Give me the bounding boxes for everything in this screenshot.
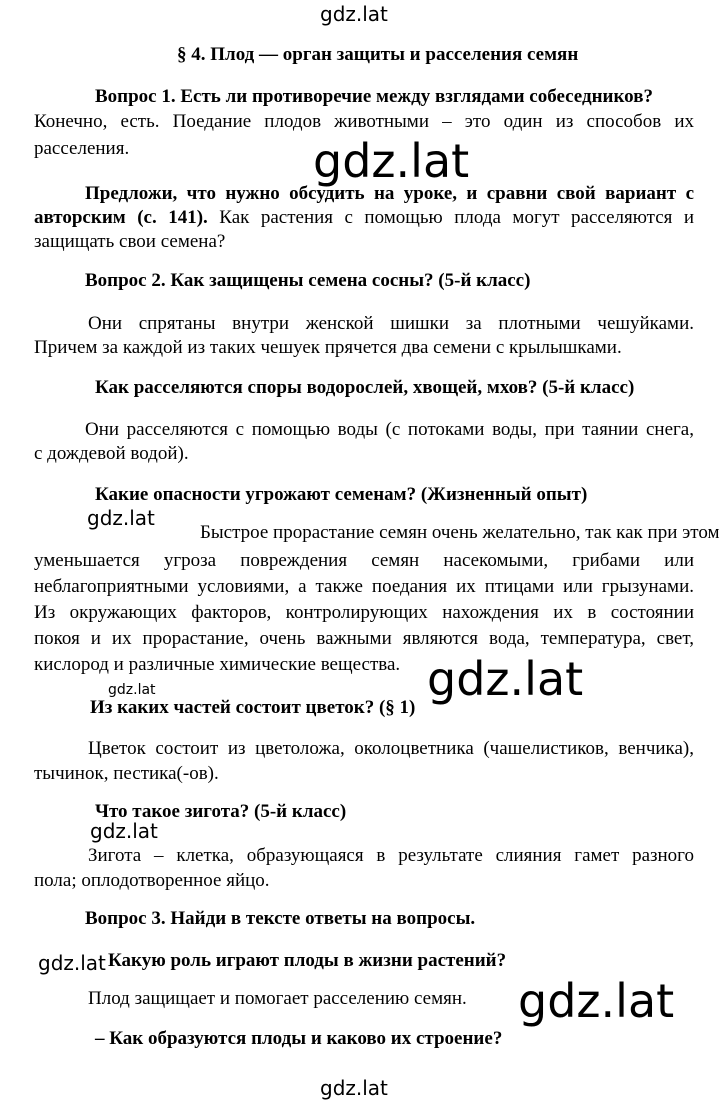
spores-answer-line2: с дождевой водой). xyxy=(34,443,189,464)
q3-sub1: Какую роль играют плоды в жизни растений? xyxy=(108,950,507,971)
watermark-small-2: gdz.lat xyxy=(108,682,156,698)
spores-heading: Как расселяются споры водорослей, хвощей, мхов? (5-й класс) xyxy=(95,377,635,398)
q3-sub2: – Как образуются плоды и каково их строение? xyxy=(95,1028,503,1049)
q2-answer-line1: Они спрятаны внутри женской шишки за плотными чешуйками. xyxy=(88,313,694,334)
watermark-big-3: gdz.lat xyxy=(518,974,675,1028)
suggest-line2 xyxy=(34,207,694,230)
watermark-top: gdz.lat xyxy=(320,2,388,26)
dangers-line5: покоя и их прорастание, очень важными являются вода, температура, свет, xyxy=(34,628,694,649)
watermark-small-3: gdz.lat xyxy=(90,819,158,843)
q1-answer-line2: расселения. xyxy=(34,138,130,159)
page-title: § 4. Плод — орган защиты и расселения семян xyxy=(177,44,579,65)
dangers-line6: кислород и различные химические вещества. xyxy=(34,654,401,675)
flower-answer-line2: тычинок, пестика(-ов). xyxy=(34,763,219,784)
q2-heading: Вопрос 2. Как защищены семена сосны? (5-й класс) xyxy=(85,270,531,291)
zygote-answer-line1: Зигота – клетка, образующаяся в результате слияния гамет разного xyxy=(88,845,694,866)
zygote-answer-line2: пола; оплодотворенное яйцо. xyxy=(34,870,270,891)
watermark-big-2: gdz.lat xyxy=(427,652,584,706)
watermark-small-1: gdz.lat xyxy=(87,506,155,530)
q1-answer-line1: Конечно, есть. Поедание плодов животными – это один из способов их xyxy=(34,111,694,132)
watermark-big-1: gdz.lat xyxy=(313,134,470,188)
q2-answer-line2: Причем за каждой из таких чешуек прячется два семени с крылышками. xyxy=(34,337,622,358)
dangers-line4: Из окружающих факторов, контролирующих нахождения их в состоянии xyxy=(34,602,694,623)
watermark-small-4: gdz.lat xyxy=(38,951,106,975)
suggest-line2-rest: Как растения с помощью плода могут расселяются и xyxy=(219,207,695,228)
suggest-line3: защищать свои семена? xyxy=(34,231,226,252)
zygote-heading: Что такое зигота? (5-й класс) xyxy=(95,801,347,822)
watermark-bottom: gdz.lat xyxy=(320,1076,388,1100)
flower-heading: Из каких частей состоит цветок? (§ 1) xyxy=(90,697,416,718)
q1-heading: Вопрос 1. Есть ли противоречие между взглядами собеседников? xyxy=(95,86,653,107)
q3-heading: Вопрос 3. Найди в тексте ответы на вопросы. xyxy=(85,908,476,929)
dangers-line1: Быстрое прорастание семян очень желательно, так как при этом xyxy=(200,522,720,543)
dangers-line2: уменьшается угроза повреждения семян насекомыми, грибами или xyxy=(34,550,694,571)
suggest-line2-bold: авторским (с. 141). xyxy=(34,207,208,228)
flower-answer-line1: Цветок состоит из цветоложа, околоцветника (чашелистиков, венчика), xyxy=(88,738,694,759)
dangers-line3: неблагоприятными условиями, а также поедания их птицами или грызунами. xyxy=(34,576,694,597)
suggest-line1: Предложи, что нужно обсудить на уроке, и сравни свой вариант с xyxy=(85,183,694,204)
q3-sub1-answer: Плод защищает и помогает расселению семян. xyxy=(88,988,467,1009)
spores-answer-line1: Они расселяются с помощью воды (с потоками воды, при таянии снега, xyxy=(85,419,694,440)
dangers-heading: Какие опасности угрожают семенам? (Жизненный опыт) xyxy=(95,484,588,505)
